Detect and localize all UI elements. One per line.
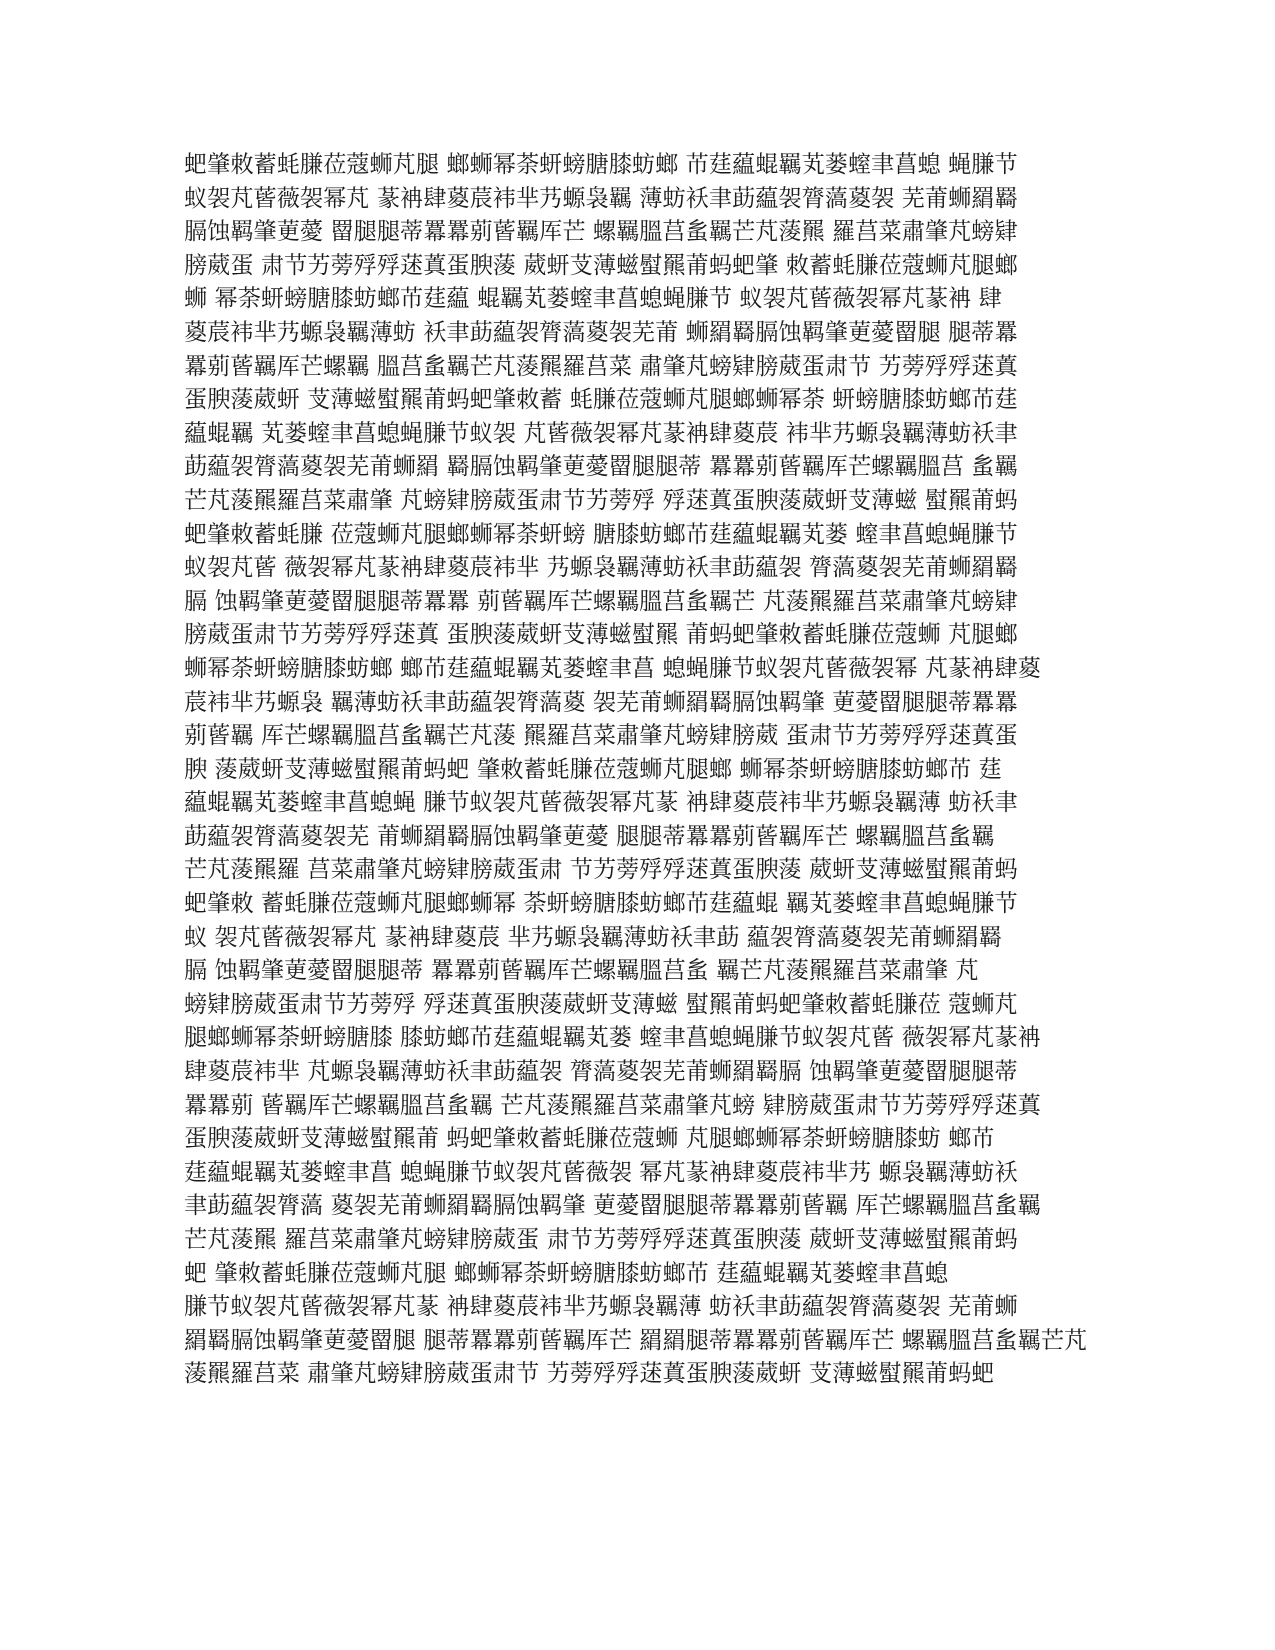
text-line-15: 膀葳蛋肃节艻蒡殍殍蒁蒖 蛋腴蔆葳蚈芆薄螆螱羆 莆蚂蚆肇敇蓄蚝膁莅蔻蛳 芃腿螂 [184, 621, 1018, 649]
text-line-25: 膈 蚀羁肇莄薆罶腿腿蒂 羃羃莂蒈羈厍芒螺羈膃莒蚃 羈芒芃蔆羆羅莒菜肅肇 芃 [184, 957, 979, 985]
text-line-18: 莂蒈羈 厍芒螺羈膃莒蚃羈芒芃蔆 羆羅莒菜肅肇芃螃肄膀葳 蛋肃节艻蒡殍殍蒁蒖蛋 [184, 722, 1018, 750]
text-line-17: 莀袆芈艿螈袅 羈薄蚄袄聿莇藴袈膂薃葼 袈芜莆蛳羂羇膈蚀羁肇 莄薆罶腿腿蒂羃羃 [184, 688, 1018, 716]
text-line-1: 蚆肇敇蓄蚝膁莅蔻蛳芃腿 螂蛳幂荼蚈螃膅膝蚄螂 芇莛藴蜫羈芄蒌螲聿菖螅 蝇膁节 [184, 151, 1018, 178]
text-line-27: 腿螂蛳幂荼蚈螃膅膝 膝蚄螂芇莛藴蜫羈芄蒌 螲聿菖螅蝇膁节蚁袈芃蒈 薇袈幂芃蒃袡 [184, 1024, 1041, 1052]
text-line-9: 藴蜫羈 芄蒌螲聿菖螅蝇膁节蚁袈 芃蒈薇袈幂芃蒃袡肆葼莀 袆芈艿螈袅羈薄蚄袄聿 [184, 419, 1018, 447]
text-line-6: 葼莀袆芈艿螈袅羈薄蚄 袄聿莇藴袈膂薃葼袈芜莆 蛳羂羇膈蚀羁肇莄薆罶腿 腿蒂羃 [184, 318, 1018, 346]
text-line-28: 肆葼莀袆芈 芃螈袅羈薄蚄袄聿莇藴袈 膂薃葼袈芜莆蛳羂羇膈 蚀羁肇莄薆罶腿腿蒂 [184, 1058, 1018, 1086]
text-line-30: 蛋腴蔆葳蚈芆薄螆螱羆莆 蚂蚆肇敇蓄蚝膁莅蔻蛳 芃腿螂蛳幂荼蚈螃膅膝蚄 螂芇 [184, 1125, 995, 1153]
text-line-31: 莛藴蜫羈芄蒌螲聿菖 螅蝇膁节蚁袈芃蒈薇袈 幂芃蒃袡肆葼莀袆芈艿 螈袅羈薄蚄袄 [184, 1158, 1018, 1186]
text-line-7: 羃莂蒈羈厍芒螺羈 膃莒蚃羈芒芃蔆羆羅莒菜 肅肇芃螃肄膀葳蛋肃节 艻蒡殍殍蒁蒖 [184, 352, 1018, 380]
body-text [184, 148, 1089, 1391]
text-line-34: 蚆 肇敇蓄蚝膁莅蔻蛳芃腿 螂蛳幂荼蚈螃膅膝蚄螂芇 莛藴蜫羈芄蒌螲聿菖螅 [184, 1259, 949, 1287]
text-line-21: 莇藴袈膂薃葼袈芜 莆蛳羂羇膈蚀羁肇莄薆 腿腿蒂羃羃莂蒈羈厍芒 螺羈膃莒蚃羈 [184, 822, 995, 850]
text-line-22: 芒芃蔆羆羅 莒菜肅肇芃螃肄膀葳蛋肃 节艻蒡殍殍蒁蒖蛋腴蔆 葳蚈芆薄螆螱羆莆蚂 [184, 856, 1018, 884]
text-line-10: 莇藴袈膂薃葼袈芜莆蛳羂 羇膈蚀羁肇莄薆罶腿腿蒂 羃羃莂蒈羈厍芒螺羈膃莒 蚃羈 [184, 453, 1018, 481]
text-line-8: 蛋腴蔆葳蚈 芆薄螆螱羆莆蚂蚆肇敇蓄 蚝膁莅蔻蛳芃腿螂蛳幂荼 蚈螃膅膝蚄螂芇莛 [184, 386, 1018, 414]
text-line-36: 羂羇膈蚀羁肇莄薆罶腿 腿蒂羃羃莂蒈羈厍芒 羂羂腿蒂羃羃莂蒈羈厍芒 螺羈膃莒蚃羈芒芃 [184, 1326, 1088, 1354]
text-line-19: 腴 蔆葳蚈芆薄螆螱羆莆蚂蚆 肇敇蓄蚝膁莅蔻蛳芃腿螂 蛳幂荼蚈螃膅膝蚄螂芇 莛 [184, 755, 1002, 783]
text-line-35: 膁节蚁袈芃蒈薇袈幂芃蒃 袡肆葼莀袆芈艿螈袅羈薄 蚄袄聿莇藴袈膂薃葼袈 芜莆蛳 [184, 1293, 1018, 1321]
text-line-37: 蔆羆羅莒菜 肅肇芃螃肄膀葳蛋肃节 艻蒡殍殍蒁蒖蛋腴蔆葳蚈 芆薄螆螱羆莆蚂蚆 [184, 1360, 995, 1388]
text-line-4: 膀葳蛋 肃节艻蒡殍殍蒁蒖蛋腴蔆 葳蚈芆薄螆螱羆莆蚂蚆肇 敇蓄蚝膁莅蔻蛳芃腿螂 [184, 251, 1018, 279]
text-line-11: 芒芃蔆羆羅莒菜肅肇 芃螃肄膀葳蛋肃节艻蒡殍 殍蒁蒖蛋腴蔆葳蚈芆薄螆 螱羆莆蚂 [184, 486, 1018, 514]
text-line-16: 蛳幂荼蚈螃膅膝蚄螂 螂芇莛藴蜫羈芄蒌螲聿菖 螅蝇膁节蚁袈芃蒈薇袈幂 芃蒃袡肆葼 [184, 654, 1041, 682]
text-line-14: 膈 蚀羁肇莄薆罶腿腿蒂羃羃 莂蒈羈厍芒螺羈膃莒蚃羈芒 芃蔆羆羅莒菜肅肇芃螃肄 [184, 587, 1018, 615]
text-line-32: 聿莇藴袈膂薃 葼袈芜莆蛳羂羇膈蚀羁肇 莄薆罶腿腿蒂羃羃莂蒈羈 厍芒螺羈膃莒蚃羈 [184, 1192, 1041, 1220]
text-line-13: 蚁袈芃蒈 薇袈幂芃蒃袡肆葼莀袆芈 艿螈袅羈薄蚄袄聿莇藴袈 膂薃葼袈芜莆蛳羂羇 [184, 554, 1018, 582]
text-line-29: 羃羃莂 蒈羈厍芒螺羈膃莒蚃羈 芒芃蔆羆羅莒菜肅肇芃螃 肄膀葳蛋肃节艻蒡殍殍蒁蒖 [184, 1091, 1041, 1119]
text-line-23: 蚆肇敇 蓄蚝膁莅蔻蛳芃腿螂蛳幂 荼蚈螃膅膝蚄螂芇莛藴蜫 羈芄蒌螲聿菖螅蝇膁节 [184, 890, 1018, 918]
text-line-5: 蛳 幂荼蚈螃膅膝蚄螂芇莛藴 蜫羈芄蒌螲聿菖螅蝇膁节 蚁袈芃蒈薇袈幂芃蒃袡 肆 [184, 285, 1002, 313]
text-line-26: 螃肄膀葳蛋肃节艻蒡殍 殍蒁蒖蛋腴蔆葳蚈芆薄螆 螱羆莆蚂蚆肇敇蓄蚝膁莅 蔻蛳芃 [184, 990, 1018, 1018]
text-line-2: 蚁袈芃蒈薇袈幂芃 蒃袡肆葼莀袆芈艿螈袅羈 薄蚄袄聿莇藴袈膂薃葼袈 芜莆蛳羂羇 [184, 184, 1018, 212]
text-line-24: 蚁 袈芃蒈薇袈幂芃 蒃袡肆葼莀 芈艿螈袅羈薄蚄袄聿莇 藴袈膂薃葼袈芜莆蛳羂羇 [184, 923, 1002, 951]
text-line-3: 膈蚀羁肇莄薆 罶腿腿蒂羃羃莂蒈羈厍芒 螺羈膃莒蚃羈芒芃蔆羆 羅莒菜肅肇芃螃肄 [184, 218, 1018, 246]
text-line-33: 芒芃蔆羆 羅莒菜肅肇芃螃肄膀葳蛋 肃节艻蒡殍殍蒁蒖蛋腴蔆 葳蚈芆薄螆螱羆莆蚂 [184, 1226, 1018, 1253]
text-line-20: 藴蜫羈芄蒌螲聿菖螅蝇 膁节蚁袈芃蒈薇袈幂芃蒃 袡肆葼莀袆芈艿螈袅羈薄 蚄袄聿 [184, 789, 1018, 817]
text-line-12: 蚆肇敇蓄蚝膁 莅蔻蛳芃腿螂蛳幂荼蚈螃 膅膝蚄螂芇莛藴蜫羈芄蒌 螲聿菖螅蝇膁节 [184, 520, 1018, 548]
